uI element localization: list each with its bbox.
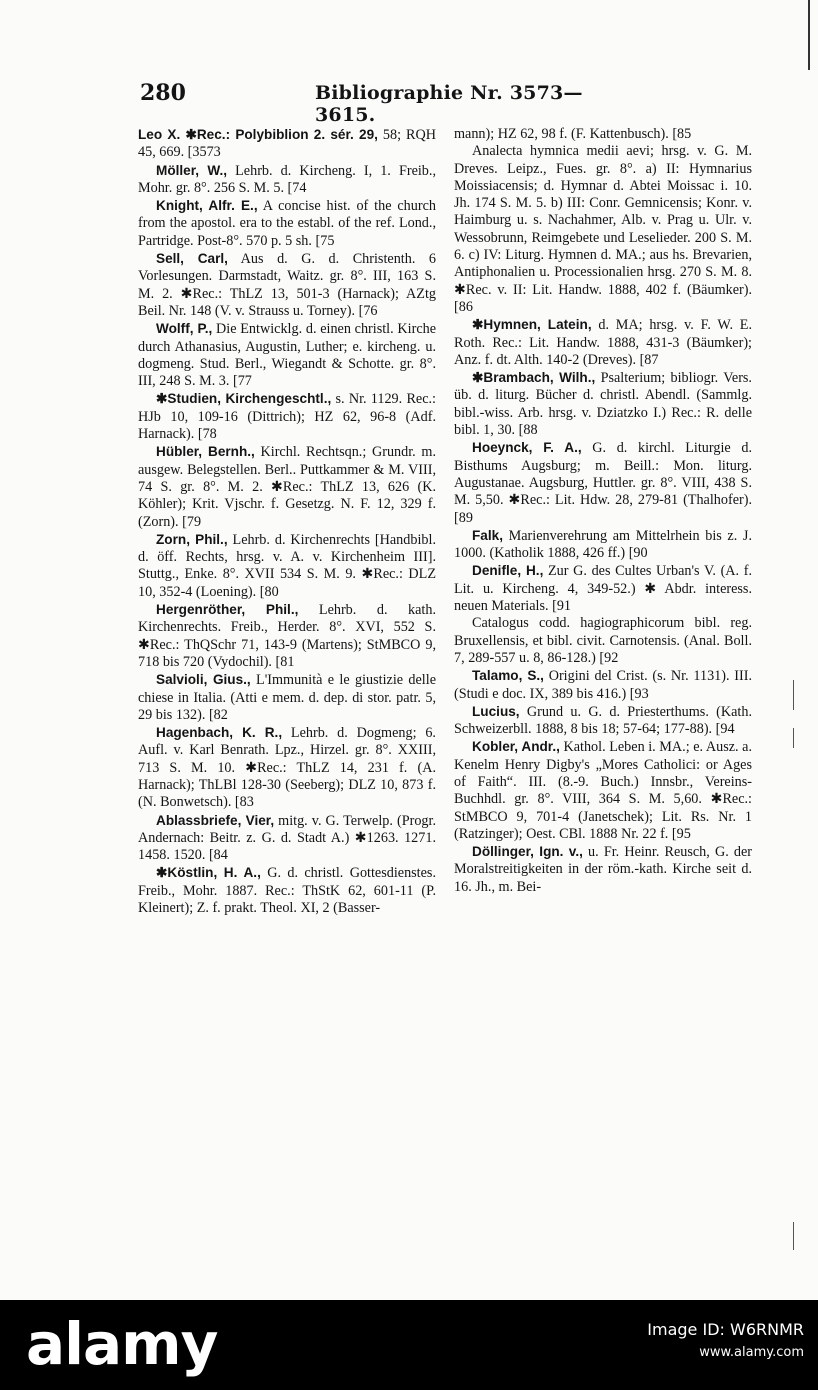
bibliography-entry: Lucius, Grund u. G. d. Priesterthums. (Kath. Schweizerbll. 1888, 8 bis 18; 57-64; 177-88). [94 — [454, 703, 752, 738]
page-edge-line — [808, 0, 810, 70]
image-id: Image ID: W6RNMR — [647, 1320, 804, 1339]
bibliography-entry: Kobler, Andr., Kathol. Leben i. MA.; e. Ausz. a. Kenelm Henry Digby's „Mores Catholici: or Ages of Faith“. III. (8.-9. Buch.) Innsbr., Vereins-Buchhdl. gr. 8°. VIII, 364 S. M. 5,60. ✱Rec.: StMBCO 9, 701-4 (Janetschek); Lit. Rs. Nr. 1 (Ratzinger); Oest. CBl. 1888 Nr. 22 f. [95 — [454, 739, 752, 842]
bibliography-entry: mann); HZ 62, 98 f. (F. Kattenbusch). [85 — [454, 126, 692, 142]
bibliography-entry: Analecta hymnica medii aevi; hrsg. v. G. M. Dreves. Leipz., Fues. gr. 8°. a) II: Hymnarius Moissiacensis; d. Hymnar d. Abtei Moissac i. 10. Jh. 174 S. M. 5. b) III: Conr. Gemnicensis; Konr. v. Haimburg u. s. Nachahmer, Alb. v. Prag u. Ulr. v. Wessobrunn, Reimgebete und Leselieder. 200 S. M. 6. c) IV: Liturg. Hymnen d. MA.; aus hs. Brevarien, Antiphonalien u. Processionalien hrsg. 270 S. M. 8. ✱Rec. v. II: Lit. Handw. 1888, 402 f. (Bäumker). [86 — [454, 143, 752, 315]
running-title: Bibliographie Nr. 3573—3615. — [315, 82, 583, 126]
alamy-logo: alamy — [26, 1310, 218, 1378]
footer-url: www.alamy.com — [699, 1345, 804, 1360]
bibliography-entry: Zorn, Phil., Lehrb. d. Kirchenrechts [Handbibl. d. öff. Rechts, hrsg. v. A. v. Kirchenheim III]. Stuttg., Enke. 8°. XVII 534 S. M. 9. ✱Rec.: DLZ 10, 352-4 (Loening). [80 — [138, 531, 436, 600]
bibliography-entry: Hergenröther, Phil., Lehrb. d. kath. Kirchenrechts. Freib., Herder. 8°. XVI, 552 S. ✱Rec.: ThQSchr 71, 143-9 (Martens); StMBCO 9, 718 bis 720 (Vydochil). [81 — [138, 602, 436, 670]
bibliography-entry: Hübler, Bernh., Kirchl. Rechtsqn.; Grundr. m. ausgew. Belegstellen. Berl.. Puttkammer & M. VIII, 74 S. gr. 8°. M. 2. ✱Rec.: ThLZ 13, 626 (K. Köhler); Krit. Vjschr. f. Gesetzg. N. F. 12, 329 f. (Zorn). [79 — [138, 444, 436, 530]
bibliography-entry: Wolff, P., Die Entwicklg. d. einen christl. Kirche durch Athanasius, Augustin, Luther; e. kircheng. u. dogmeng. Stud. Berl., Wiegandt & Schotte. gr. 8°. III, 248 S. M. 3. [77 — [138, 321, 437, 390]
bibliography-entry: Talamo, S., Origini del Crist. (s. Nr. 1131). III. (Studi e doc. IX, 389 bis 416.) [93 — [454, 668, 752, 702]
bibliography-entry: Hoeynck, F. A., G. d. kirchl. Liturgie d. Bisthums Augsburg; m. Beill.: Mon. liturg. Augustanae. Augsburg, Huttler. gr. 8°. VIII, 438 S. M. 5,50. ✱Rec.: Lit. Hdw. 28, 279-81 (Thalhofer). [89 — [454, 440, 752, 526]
bibliography-entry: ✱Studien, Kirchengeschtl., s. Nr. 1129. Rec.: HJb 10, 109-16 (Dittrich); HZ 62, 96-8 (Adf. Harnack). [78 — [138, 391, 436, 443]
bibliography-entry: Catalogus codd. hagiographicorum bibl. reg. Bruxellensis, et bibl. civit. Carnotensis. (Anal. Boll. 7, 289-557 u. 8, 86-128.) [92 — [454, 615, 752, 666]
bibliography-entry: ✱Hymnen, Latein, d. MA; hrsg. v. F. W. E. Roth. Rec.: Lit. Handw. 1888, 431-3 (Bäumker); Anz. f. dt. Alth. 140-2 (Dreves). [87 — [454, 317, 752, 368]
bibliography-entry: Knight, Alfr. E., A concise hist. of the church from the apostol. era to the establ. of the ref. Lond., Partridge. Post-8°. 570 p. 5 sh. [75 — [138, 198, 436, 249]
bibliography-entry: Denifle, H., Zur G. des Cultes Urban's V. (A. f. Lit. u. Kircheng. 4, 349-52.) ✱ Abdr. interess. neuen Materials. [91 — [454, 563, 753, 615]
page-edge-mark — [793, 1222, 794, 1250]
page-edge-mark — [793, 680, 794, 710]
bibliography-entry: Döllinger, Ign. v., u. Fr. Heinr. Reusch, G. der Moralstreitigkeiten in der röm.-kath. Kirche seit d. 16. Jh., m. Bei- — [454, 844, 752, 895]
bibliography-entry: Hagenbach, K. R., Lehrb. d. Dogmeng; 6. Aufl. v. Karl Benrath. Lpz., Hirzel. gr. 8°. XXIII, 713 S. M. 10. ✱Rec.: ThLZ 14, 231 f. (A. Harnack); ThLBl 128-30 (Seeberg); DLZ 10, 873 f. (N. Bonwetsch). [83 — [138, 725, 436, 811]
right-column — [454, 126, 752, 896]
page-edge-mark — [793, 728, 794, 748]
bibliography-entry: Salvioli, Gius., L'Immunità e le giustizie delle chiese in Italia. (Atti e mem. d. dep. di stor. patr. 5, 29 bis 132). [82 — [138, 672, 436, 723]
page-number: 280 — [140, 80, 186, 106]
bibliography-entry: Möller, W., Lehrb. d. Kircheng. I, 1. Freib., Mohr. gr. 8°. 256 S. M. 5. [74 — [138, 162, 436, 196]
footer-info — [647, 1320, 804, 1360]
bibliography-entry: Leo X. ✱Rec.: Polybiblion 2. sér. 29, 58; RQH 45, 669. [3573 — [138, 127, 436, 161]
bibliography-entry: Falk, Marienverehrung am Mittelrhein bis z. J. 1000. (Katholik 1888, 426 ff.) [90 — [454, 527, 752, 562]
bibliography-entry: ✱Köstlin, H. A., G. d. christl. Gottesdienstes. Freib., Mohr. 1887. Rec.: ThStK 62, 601-11 (P. Kleinert); Z. f. prakt. Theol. XI, 2 (Basser- — [138, 865, 436, 917]
page-header — [140, 80, 610, 126]
bibliography-entry: ✱Brambach, Wilh., Psalterium; bibliogr. Vers. üb. d. liturg. Bücher d. christl. Abendl. (Sammlg. bibl.-wiss. Arb. hrsg. v. Dziatzko I.) Rec.: R. delle bibl. 1, 30. [88 — [454, 370, 752, 439]
bibliography-entry: Ablassbriefe, Vier, mitg. v. G. Terwelp. (Progr. Andernach: Beitr. z. G. d. Stadt A.) ✱1263. 1271. 1458. 1520. [84 — [138, 812, 436, 864]
bibliography-entry: Sell, Carl, Aus d. G. d. Christenth. 6 Vorlesungen. Darmstadt, Waitz. gr. 8°. III, 163 S. M. 2. ✱Rec.: ThLZ 13, 501-3 (Harnack); AZtg Beil. Nr. 148 (V. v. Strauss u. Torney). [76 — [138, 251, 436, 319]
watermark-footer — [0, 1300, 818, 1390]
left-column — [138, 126, 436, 917]
